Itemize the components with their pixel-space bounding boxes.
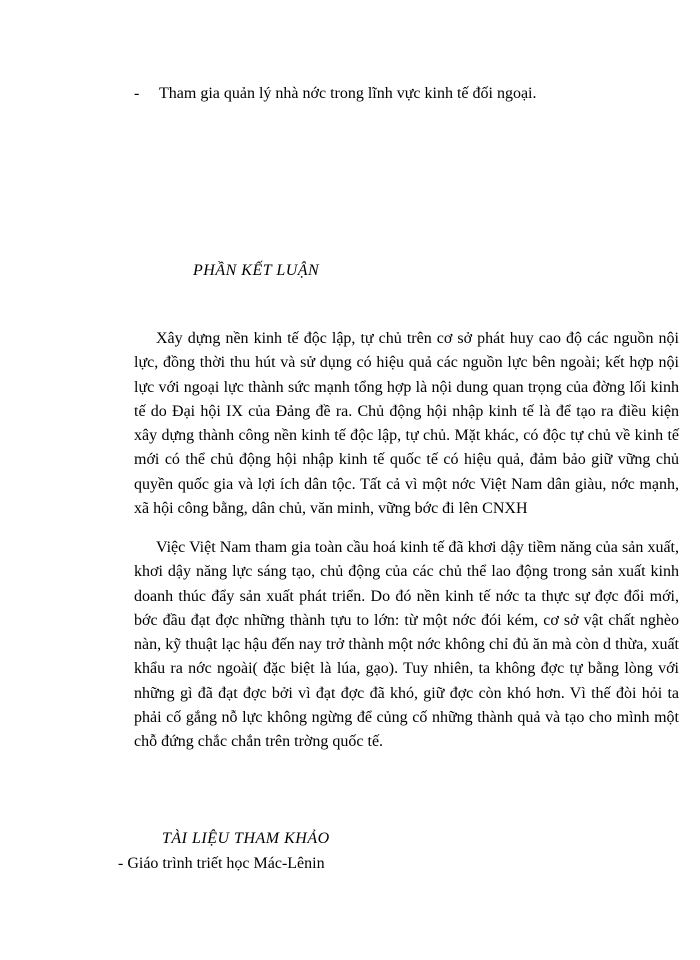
conclusion-paragraph-1: Xây dựng nền kinh tế độc lập, tự chủ trên cơ sở phát huy cao độ các nguồn nội lực, đồng thời thu hút và sử dụng có hiệu quả các nguồn lực bên ngoài; kết hợp nội lực với ngoại lực thành sức mạnh tổng hợp là nội dung quan trọng của đờng lối kinh tế do Đại hội IX của Đảng đề ra. Chủ động hội nhập kinh tế là để tạo ra điều kiện xây dựng thành công nền kinh tế độc lập, tự chủ. Mặt khác, có độc tự chủ về kinh tế mới có thể chủ động hội nhập kinh tế quốc tế có hiệu quả, đảm bảo giữ vững chủ quyền quốc gia và lợi ích dân tộc. Tất cả vì một nớc Việt Nam dân giàu, nớc mạnh, xã hội công bằng, dân chủ, văn minh, vững bớc đi lên CNXH bbox=[134, 330, 679, 518]
bullet-item bbox=[134, 82, 537, 106]
conclusion-heading: PHẦN KẾT LUẬN bbox=[193, 262, 320, 279]
bullet-text: Tham gia quản lý nhà nớc trong lĩnh vực kinh tế đối ngoại. bbox=[159, 85, 537, 102]
references-heading: TÀI LIỆU THAM KHẢO bbox=[162, 830, 330, 847]
conclusion-paragraph-2: Việc Việt Nam tham gia toàn cầu hoá kinh tế đã khơi dậy tiềm năng của sản xuất, khơi dậy năng lực sáng tạo, chủ động của các chủ thể lao động trong sản xuất kinh doanh thúc đẩy sản xuất phát triển. Do đó nền kinh tế nớc ta thực sự đợc đổi mới, bớc đầu đạt đợc những thành tựu to lớn: từ một nớc đói kém, cơ sở vật chất nghèo nàn, kỹ thuật lạc hậu đến nay trở thành một nớc không chỉ đủ ăn mà còn d thừa, xuất khẩu ra nớc ngoài( đặc biệt là lúa, gạo). Tuy nhiên, ta không đợc tự bằng lòng với những gì đã đạt đợc bởi vì đạt đợc đã khó, giữ đợc còn khó hơn. Vì thế đòi hỏi ta phải cố gắng nỗ lực không ngừng để củng cố những thành quả và tạo cho mình một chỗ đứng chắc chắn trên trờng quốc tế. bbox=[134, 539, 679, 751]
reference-item: - Giáo trình triết học Mác-Lênin bbox=[118, 855, 325, 872]
bullet-marker: - bbox=[134, 85, 140, 102]
